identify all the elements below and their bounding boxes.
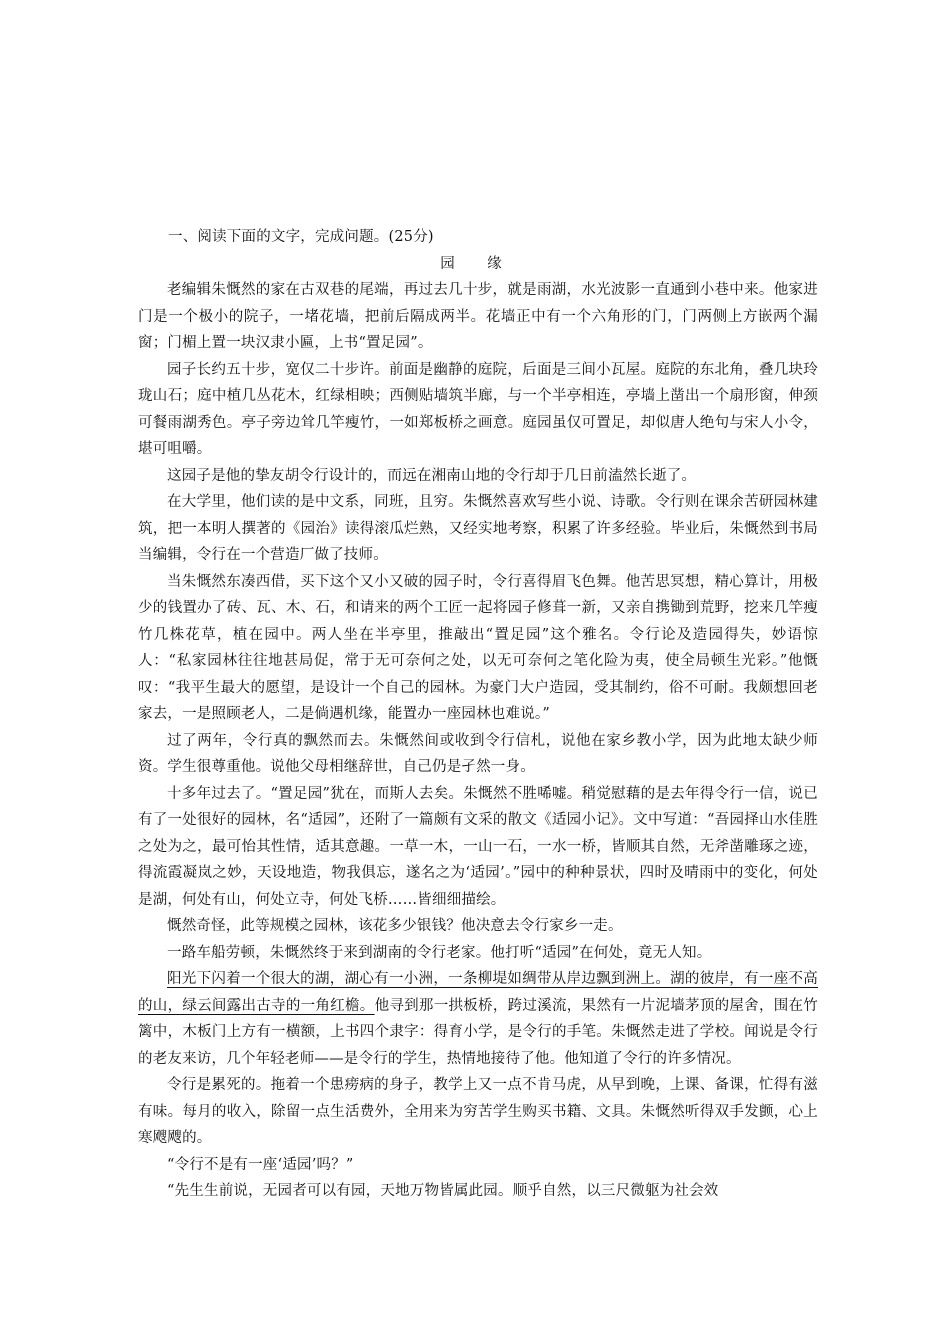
paragraph: “先生生前说，无园者可以有园，天地万物皆属此园。顺乎自然，以三尺微躯为社会效 xyxy=(167,1183,719,1199)
paragraph: 老编辑朱慨然的家在古双巷的尾端，再过去几十步，就是雨湖，水光波影一直通到小巷中来。他家进门是一个极小的院子，一堵花墙，把前后隔成两半。花墙正中有一个六角形的门，门两侧上方嵌两个漏窗；门楣上置一块汉隶小匾，上书“置足园”。 xyxy=(138,282,818,351)
paragraph: 一路车船劳顿，朱慨然终于来到湖南的令行老家。他打听“适园”在何处，竟无人知。 xyxy=(167,944,712,961)
paragraph: 令行是累死的。拖着一个患痨病的身子，教学上又一点不肯马虎，从早到晚，上课、备课，忙得有滋有味。每月的收入，除留一点生活费外，全用来为穷苦学生购买书籍、文具。朱慨然听得双手发颤，心上寒飕飕的。 xyxy=(138,1077,818,1146)
article-title: 园 缘 xyxy=(440,255,516,272)
section-heading: 一、阅读下面的文字，完成问题。(25分) xyxy=(168,229,434,245)
paragraph-with-underline xyxy=(138,966,818,1072)
paragraph-continuation: 他寻到那一拱板桥，跨过溪流，果然有一片泥墙茅顶的屋舍，围在竹篱中，木板门上方有一横额，上书四个隶字：得育小学，是令行的手笔。朱慨然走进了学校。闻说是令行的老友来访，几个年轻老师——是令行的学生，热情地接待了他。他知道了令行的许多情况。 xyxy=(138,997,819,1067)
paragraph: 当朱慨然东凑西借，买下这个又小又破的园子时，令行喜得眉飞色舞。他苦思冥想，精心算计，用极少的钱置办了砖、瓦、木、石，和请来的两个工匠一起将园子修葺一新，又亲自携锄到荒野，挖来几竿瘦竹几株花草，植在园中。两人坐在半亭里，推敲出“置足园”这个雅名。令行论及造园得失，妙语惊人：“私家园林往往地甚局促，常于无可奈何之处，以无可奈何之笔化险为夷，使全局顿生光彩。”他慨叹：“我平生最大的愿望，是设计一个自己的园林。为豪门大户造园，受其制约，俗不可耐。我颇想回老家去，一是照顾老人，二是倘遇机缘，能置办一座园林也难说。” xyxy=(138,573,818,722)
paragraph: 在大学里，他们读的是中文系，同班，且穷。朱慨然喜欢写些小说、诗歌。令行则在课余苦研园林建筑，把一本明人撰著的《园治》读得滚瓜烂熟，又经实地考察，积累了许多经验。毕业后，朱慨然到书局当编辑，令行在一个营造厂做了技师。 xyxy=(138,494,818,563)
underlined-sentence: 阳光下闪着一个很大的湖，湖心有一小洲，一条柳堤如绸带从岸边飘到洲上。湖的彼岸，有一座不高的山，绿云间露出古寺的一角红檐。 xyxy=(138,971,818,1014)
paragraph: 这园子是他的挚友胡令行设计的，而远在湘南山地的令行却于几日前溘然长逝了。 xyxy=(167,467,697,484)
paragraph: 过了两年，令行真的飘然而去。朱慨然间或收到令行信札，说他在家乡教小学，因为此地太缺少师资。学生很尊重他。说他父母相继辞世，自己仍是孑然一身。 xyxy=(138,732,818,775)
paragraph: 十多年过去了。“置足园”犹在，而斯人去矣。朱慨然不胜唏嘘。稍觉慰藉的是去年得令行一信，说已有了一处很好的园林，名“适园”，还附了一篇颇有文采的散文《适园小记》。文中写道：“吾园择山水佳胜之处为之，最可怡其性情，适其意趣。一草一木，一山一石，一水一桥，皆顺其自然，无斧凿雕琢之迹，得流霞凝岚之妙，天设地造，物我俱忘，遂名之为‘适园’。”园中的种种景状，四时及晴雨中的变化，何处是湖，何处有山，何处立寺，何处飞桥……皆细细描绘。 xyxy=(138,785,818,908)
paragraph: “令行不是有一座‘适园’吗？” xyxy=(167,1156,354,1173)
paragraph: 慨然奇怪，此等规模之园林，该花多少银钱？他决意去令行家乡一走。 xyxy=(167,918,623,934)
article-body xyxy=(138,224,818,1205)
paragraph: 园子长约五十步，宽仅二十步许。前面是幽静的庭院，后面是三间小瓦屋。庭院的东北角，叠几块玲珑山石；庭中植几丛花木，红绿相映；西侧贴墙筑半廊，与一个半亭相连，亭墙上凿出一个扇形窗，伸颈可餐雨湖秀色。亭子旁边耸几竿瘦竹，一如郑板桥之画意。庭园虽仅可置足，却似唐人绝句与宋人小令，堪可咀嚼。 xyxy=(138,361,818,457)
